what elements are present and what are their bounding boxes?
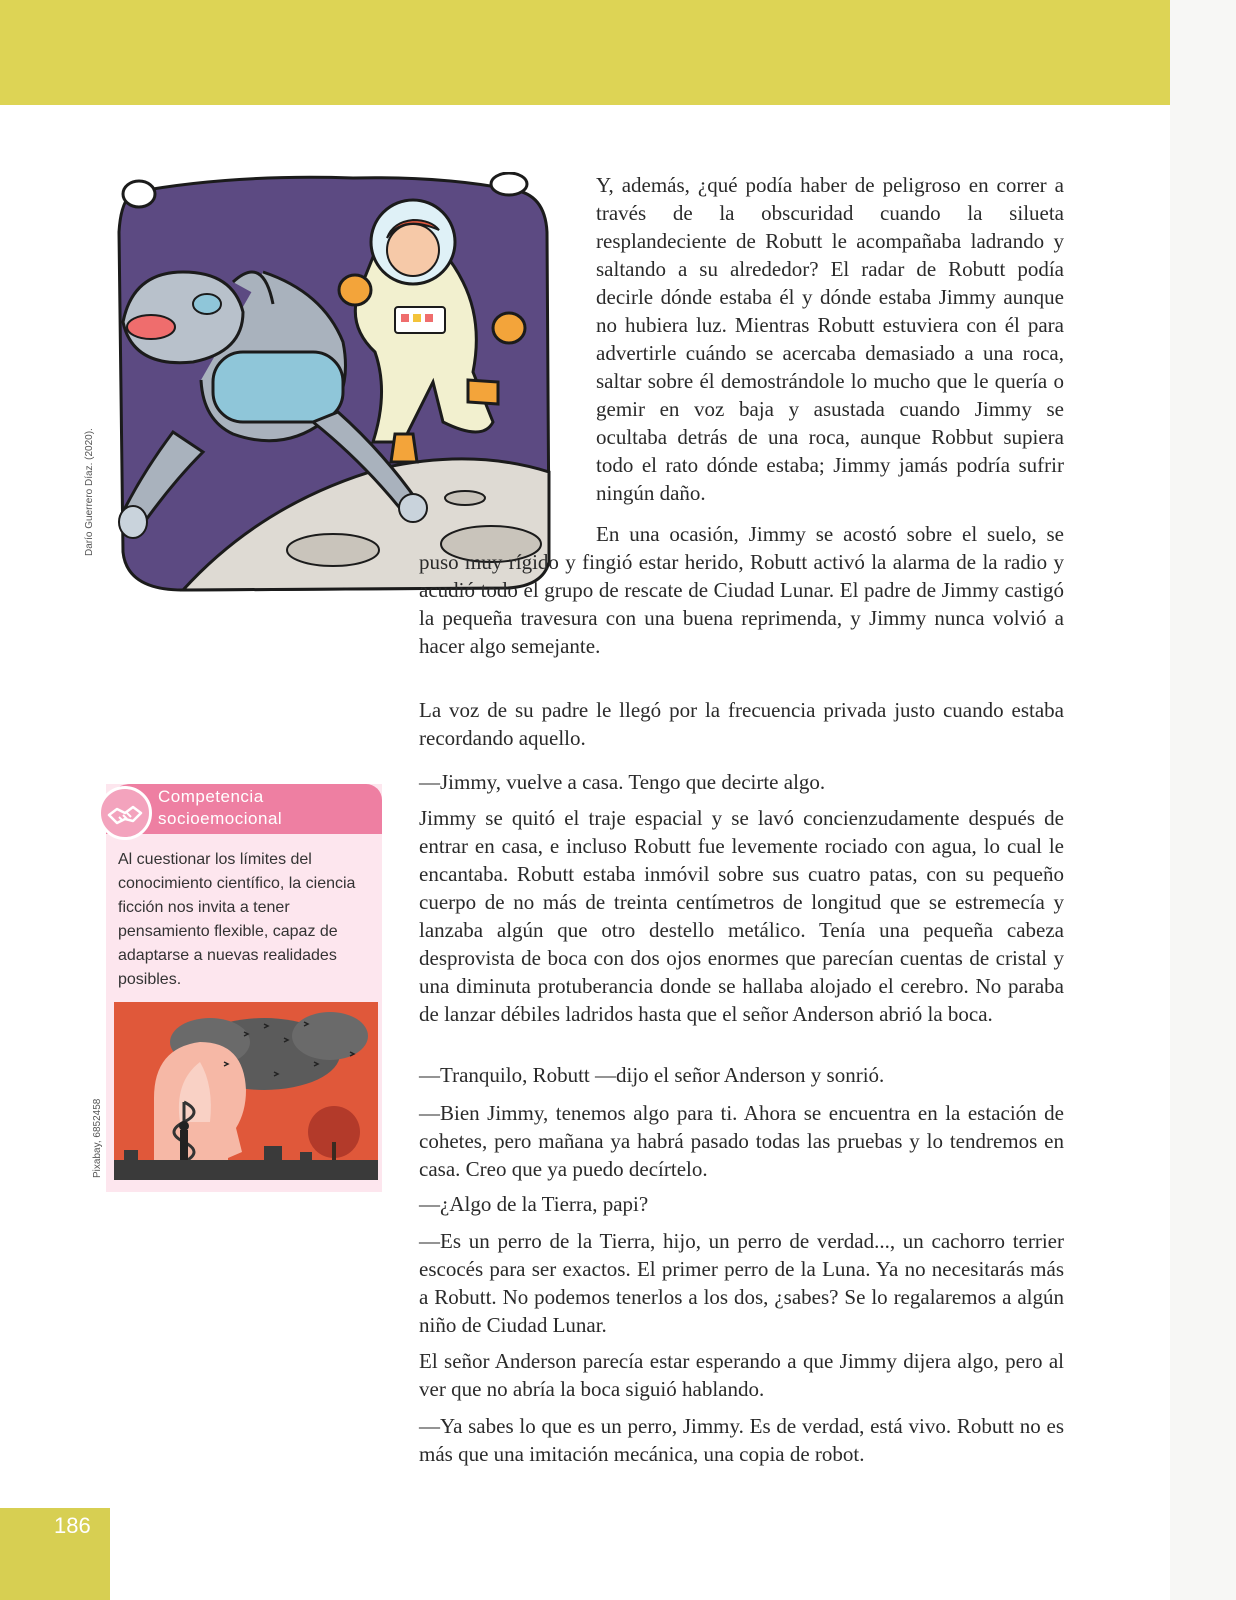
story-dialogue: —¿Algo de la Tierra, papi?: [419, 1192, 649, 1216]
sidebox-title: [158, 786, 282, 830]
page-number: 186: [54, 1513, 91, 1538]
illustration-credit: Darío Guerrero Díaz. (2020).: [84, 428, 95, 556]
story-dialogue: —Ya sabes lo que es un perro, Jimmy. Es de verdad, está vivo. Robutt no es más que una imitación mecánica, una copia de robot.: [419, 1414, 1064, 1466]
story-paragraph: La voz de su padre le llegó por la frecuencia privada justo cuando estaba recordando aquello.: [419, 698, 1064, 750]
photo-credit: Pixabay, 6852458: [92, 1098, 103, 1178]
handshake-icon: [98, 786, 152, 840]
top-color-band: [0, 0, 1170, 105]
story-dialogue: —Tranquilo, Robutt —dijo el señor Anderson y sonrió.: [419, 1063, 885, 1087]
story-dialogue: —Bien Jimmy, tenemos algo para ti. Ahora se encuentra en la estación de cohetes, pero mañana ya habrá pasado todas las pruebas y lo tendremos en casa. Creo que ya puedo decírtelo.: [419, 1101, 1064, 1181]
competencia-socioemocional-box: [106, 784, 382, 1192]
sidebox-title-line2: socioemocional: [158, 809, 283, 828]
story-paragraph: Jimmy se quitó el traje espacial y se lavó concienzudamente después de entrar en casa, e incluso Robutt fue levemente rociado con agua, lo cual le encantaba. Robutt estaba inmóvil sobre sus cuatro patas, con su pequeño cuerpo de no más de treinta centímetros de longitud que se estremecía y lanzaba algún que otro destello metálico. Tenía una pequeña cabeza desprovista de boca con dos ojos enormes que parecían cuentas de cristal y una diminuta protuberancia donde se hallaba alojado el cerebro. No paraba de lanzar débiles ladridos hasta que el señor Anderson abrió la boca.: [419, 806, 1064, 1026]
story-paragraph: El señor Anderson parecía estar esperando a que Jimmy dijera algo, pero al ver que no abría la boca siguió hablando.: [419, 1349, 1064, 1401]
story-dialogue: —Es un perro de la Tierra, hijo, un perro de verdad..., un cachorro terrier escocés para ser exactos. El primer perro de la Luna. Ya no necesitarás más a Robutt. No podemos tenerlos a los dos, ¿sabes? Se lo regalaremos a algún niño de Ciudad Lunar.: [419, 1229, 1064, 1337]
sidebox-body: Al cuestionar los límites del conocimiento científico, la ciencia ficción nos invita a tener pensamiento flexible, capaz de adaptarse a nuevas realidades posibles.: [118, 851, 356, 988]
head-with-staircase-and-birds-illustration: [114, 1002, 378, 1180]
story-paragraph: En una ocasión, Jimmy se acostó sobre el suelo, se puso muy rígido y fingió estar herido, Robutt activó la alarma de la radio y acudió todo el grupo de rescate de Ciudad Lunar. El padre de Jimmy castigó la pequeña travesura con una buena reprimenda, y Jimmy nunca volvió a hacer algo semejante.: [419, 522, 1064, 658]
sidebox-title-line1: Competencia: [158, 787, 264, 806]
page-edge: [1170, 0, 1236, 1600]
sidebox-header: [106, 784, 382, 834]
story-paragraph: Y, además, ¿qué podía haber de peligroso en correr a través de la obscuridad cuando la silueta resplandeciente de Robutt le acompañaba ladrando y saltando a su alrededor? El radar de Robutt podía decirle dónde estaba él y dónde estaba Jimmy aunque no hubiera luz. Mientras Robutt estuviera con él para advertirle cuándo se acercaba demasiado a una roca, saltar sobre él demostrándole lo mucho que le quería o gemir en voz baja y asustada cuando Jimmy se ocultaba detrás de una roca, aunque Robbut supiera todo el rato dónde estaba; Jimmy jamás podría sufrir ningún daño.: [596, 173, 1064, 505]
story-dialogue: —Jimmy, vuelve a casa. Tengo que decirte algo.: [419, 770, 826, 794]
